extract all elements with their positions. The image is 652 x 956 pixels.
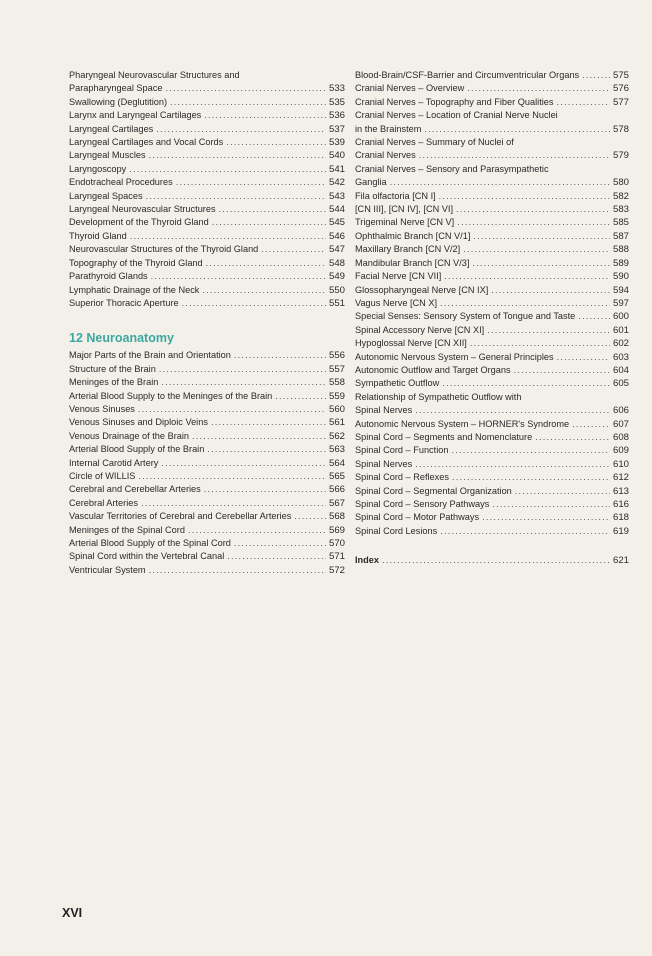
toc-entry[interactable] xyxy=(69,349,345,362)
leader-dots xyxy=(227,550,326,563)
toc-entry[interactable] xyxy=(69,470,345,483)
toc-entry[interactable] xyxy=(355,377,629,390)
toc-entry-title: Spinal Cord – Motor Pathways xyxy=(355,512,480,523)
toc-entry-page: 561 xyxy=(328,417,345,429)
toc-entry-title: Thyroid Gland xyxy=(69,230,127,241)
toc-list-neuroanatomy xyxy=(69,349,345,577)
toc-entry[interactable] xyxy=(69,483,345,496)
toc-entry[interactable] xyxy=(69,363,345,376)
toc-entry-page: 539 xyxy=(328,137,345,149)
toc-entry[interactable] xyxy=(355,511,629,524)
leader-dots xyxy=(206,257,326,270)
toc-entry-page: 564 xyxy=(328,457,345,469)
section-title-neuroanatomy: 12 Neuroanatomy xyxy=(69,331,174,346)
toc-entry-page: 604 xyxy=(612,364,629,376)
toc-entry-title: Lymphatic Drainage of the Neck xyxy=(69,284,200,295)
leader-dots xyxy=(156,123,326,136)
leader-dots xyxy=(159,363,326,376)
toc-entry[interactable] xyxy=(69,96,345,109)
leader-dots xyxy=(456,203,610,216)
toc-entry[interactable] xyxy=(355,257,629,270)
toc-entry-title: Autonomic Nervous System – HORNER's Syndrome xyxy=(355,418,570,429)
toc-entry-page: 571 xyxy=(328,551,345,563)
toc-entry-page: 556 xyxy=(328,350,345,362)
toc-entry[interactable] xyxy=(69,510,345,523)
page-number: XVI xyxy=(62,906,83,920)
toc-entry-page: 541 xyxy=(328,163,345,175)
toc-right-column xyxy=(355,69,629,568)
leader-dots xyxy=(572,418,610,431)
toc-entry-page: 537 xyxy=(328,123,345,135)
leader-dots xyxy=(557,351,610,364)
toc-entry-title: Maxillary Branch [CN V/2] xyxy=(355,244,461,255)
toc-entry-page: 583 xyxy=(612,204,629,216)
toc-entry-page: 619 xyxy=(612,525,629,537)
toc-entry-title: Spinal Cord – Sensory Pathways xyxy=(355,499,490,509)
toc-entry-title: Spinal Cord – Segmental Organization xyxy=(355,485,512,496)
toc-entry-title: Cranial Nerves – Sensory and Parasympathetic xyxy=(355,163,549,174)
toc-entry[interactable] xyxy=(355,310,629,323)
toc-entry[interactable] xyxy=(69,284,345,297)
toc-entry[interactable] xyxy=(69,497,345,510)
toc-entry-title: Index xyxy=(355,555,379,566)
toc-entry-title: Swallowing (Deglutition) xyxy=(69,96,168,107)
toc-entry[interactable] xyxy=(69,403,345,416)
toc-entry-page: 551 xyxy=(328,297,345,309)
toc-entry[interactable] xyxy=(355,525,629,538)
toc-entry-title: Major Parts of the Brain and Orientation xyxy=(69,350,231,361)
leader-dots xyxy=(451,444,610,457)
leader-dots xyxy=(457,216,610,229)
toc-entry-title: Mandibular Branch [CN V/3] xyxy=(355,257,470,268)
leader-dots xyxy=(473,230,610,243)
toc-entry-page: 607 xyxy=(612,418,629,430)
toc-entry-page: 600 xyxy=(612,311,629,323)
toc-entry[interactable] xyxy=(69,69,345,96)
toc-entry-title: Ophthalmic Branch [CN V/1] xyxy=(355,230,471,241)
leader-dots xyxy=(390,176,610,189)
toc-entry-title: Parapharyngeal Space xyxy=(69,83,163,94)
leader-dots xyxy=(535,431,610,444)
toc-entry-title: Cranial Nerves – Topography and Fiber Qualities xyxy=(355,96,554,107)
toc-entry-page: 567 xyxy=(328,497,345,509)
toc-entry-title: Vagus Nerve [CN X] xyxy=(355,297,438,308)
toc-entry-title: Laryngeal Muscles xyxy=(69,150,146,161)
toc-entry-title: Spinal Cord – Function xyxy=(355,445,449,456)
toc-entry[interactable] xyxy=(355,230,629,243)
toc-entry[interactable] xyxy=(69,109,345,122)
toc-entry-title: Spinal Cord within the Vertebral Canal xyxy=(69,551,225,562)
leader-dots xyxy=(129,163,326,176)
leader-dots xyxy=(472,257,610,270)
toc-entry[interactable] xyxy=(69,190,345,203)
toc-entry-page: 621 xyxy=(612,555,629,567)
toc-entry[interactable] xyxy=(355,351,629,364)
leader-dots xyxy=(482,511,610,524)
leader-dots xyxy=(211,416,326,429)
leader-dots xyxy=(491,284,610,297)
leader-dots xyxy=(440,525,610,538)
toc-entry[interactable] xyxy=(355,270,629,283)
toc-entry-page: 546 xyxy=(328,230,345,242)
toc-entry[interactable] xyxy=(69,176,345,189)
toc-entry[interactable] xyxy=(69,163,345,176)
leader-dots xyxy=(161,457,326,470)
leader-dots xyxy=(202,284,326,297)
toc-entry[interactable] xyxy=(69,270,345,283)
toc-entry-page: 557 xyxy=(328,363,345,375)
toc-entry-page: 542 xyxy=(328,177,345,189)
toc-entry-title: Facial Nerve [CN VII] xyxy=(355,271,442,282)
leader-dots xyxy=(192,430,326,443)
leader-dots xyxy=(149,149,326,162)
toc-entry[interactable] xyxy=(69,136,345,149)
toc-entry-page: 602 xyxy=(612,338,629,350)
toc-entry-title: Development of the Thyroid Gland xyxy=(69,217,209,228)
toc-entry-title: Spinal Nerves xyxy=(355,458,413,469)
toc-entry[interactable] xyxy=(355,243,629,256)
toc-entry[interactable] xyxy=(355,216,629,229)
toc-entry-page: 536 xyxy=(328,110,345,122)
toc-entry[interactable] xyxy=(69,230,345,243)
toc-entry-page: 543 xyxy=(328,190,345,202)
toc-entry[interactable] xyxy=(69,550,345,563)
toc-entry[interactable] xyxy=(69,216,345,229)
toc-entry-title: Blood-Brain/CSF-Barrier and Circumventricular Organs xyxy=(355,70,580,80)
toc-entry[interactable] xyxy=(69,123,345,136)
toc-entry-title: Arterial Blood Supply of the Brain xyxy=(69,444,205,455)
toc-entry[interactable] xyxy=(355,431,629,444)
toc-entry-title: Laryngoscopy xyxy=(69,163,127,174)
leader-dots xyxy=(234,537,326,550)
toc-list-head-neck xyxy=(69,69,345,310)
toc-entry[interactable] xyxy=(355,203,629,216)
toc-entry[interactable] xyxy=(69,443,345,456)
leader-dots xyxy=(382,554,610,567)
toc-list-neuroanatomy-continued xyxy=(355,69,629,538)
toc-entry-title: Laryngeal Cartilages xyxy=(69,123,154,134)
toc-entry-title: Special Senses: Sensory System of Tongue and Taste xyxy=(355,311,576,322)
toc-entry-page: 545 xyxy=(328,217,345,229)
toc-entry-title: Cranial Nerves xyxy=(355,150,416,161)
leader-dots xyxy=(176,176,326,189)
toc-entry-page: 544 xyxy=(328,204,345,216)
toc-entry-page: 576 xyxy=(612,83,629,95)
toc-entry-page: 580 xyxy=(612,177,629,189)
toc-entry[interactable] xyxy=(69,376,345,389)
toc-entry[interactable] xyxy=(355,82,629,95)
toc-entry-page: 562 xyxy=(328,430,345,442)
toc-entry-title: Cranial Nerves – Summary of Nuclei of xyxy=(355,137,514,148)
toc-entry-page: 610 xyxy=(612,458,629,470)
toc-entry-title: Meninges of the Spinal Cord xyxy=(69,524,185,535)
toc-entry-title: Fila olfactoria [CN I] xyxy=(355,190,436,201)
toc-entry-title: Superior Thoracic Aperture xyxy=(69,297,179,308)
leader-dots xyxy=(138,403,326,416)
leader-dots xyxy=(415,458,610,471)
leader-dots xyxy=(467,82,610,95)
toc-entry[interactable] xyxy=(355,163,629,190)
leader-dots xyxy=(444,270,610,283)
leader-dots xyxy=(452,471,610,484)
toc-entry-title: Hypoglossal Nerve [CN XII] xyxy=(355,338,467,349)
leader-dots xyxy=(424,123,610,136)
toc-entry-page: 566 xyxy=(328,484,345,496)
toc-entry-title: Ventricular System xyxy=(69,564,146,575)
toc-entry-page: 606 xyxy=(612,405,629,417)
toc-entry-title: Parathyroid Glands xyxy=(69,271,148,282)
leader-dots xyxy=(487,324,610,337)
leader-dots xyxy=(226,136,326,149)
toc-entry-page: 597 xyxy=(612,297,629,309)
toc-entry[interactable] xyxy=(69,203,345,216)
toc-entry[interactable] xyxy=(355,498,629,511)
toc-entry-title: Arterial Blood Supply to the Meninges of the Brain xyxy=(69,390,273,401)
toc-entry[interactable] xyxy=(355,471,629,484)
toc-entry-title: Spinal Accessory Nerve [CN XI] xyxy=(355,324,485,335)
toc-entry[interactable] xyxy=(355,364,629,377)
leader-dots xyxy=(440,297,610,310)
toc-entry[interactable] xyxy=(69,243,345,256)
toc-entry-title: Venous Drainage of the Brain xyxy=(69,430,190,441)
toc-entry[interactable] xyxy=(355,485,629,498)
toc-entry[interactable] xyxy=(69,390,345,403)
toc-entry-page: 565 xyxy=(328,470,345,482)
toc-entry-title: Neurovascular Structures of the Thyroid Gland xyxy=(69,244,259,255)
leader-dots xyxy=(130,230,326,243)
toc-entry-title: Circle of WILLIS xyxy=(69,470,136,481)
toc-entry[interactable] xyxy=(69,416,345,429)
leader-dots xyxy=(138,470,326,483)
toc-entry-page: 549 xyxy=(328,271,345,283)
leader-dots xyxy=(582,69,610,82)
toc-entry-title: Topography of the Thyroid Gland xyxy=(69,257,203,268)
leader-dots xyxy=(170,96,326,109)
toc-entry[interactable] xyxy=(355,69,629,82)
leader-dots xyxy=(188,524,326,537)
toc-entry[interactable] xyxy=(355,284,629,297)
toc-entry-title: Laryngeal Neurovascular Structures xyxy=(69,204,216,215)
leader-dots xyxy=(419,149,610,162)
leader-dots xyxy=(182,297,326,310)
toc-entry[interactable] xyxy=(69,297,345,310)
leader-dots xyxy=(463,243,610,256)
toc-entry-page: 558 xyxy=(328,377,345,389)
toc-entry[interactable] xyxy=(69,564,345,577)
toc-entry-page: 569 xyxy=(328,524,345,536)
toc-entry-title: Laryngeal Cartilages and Vocal Cords xyxy=(69,137,224,148)
toc-entry-page: 550 xyxy=(328,284,345,296)
toc-entry-title: Autonomic Nervous System – General Principles xyxy=(355,351,554,362)
toc-entry[interactable] xyxy=(355,96,629,109)
toc-entry-title: Endotracheal Procedures xyxy=(69,177,173,188)
toc-entry[interactable] xyxy=(355,418,629,431)
toc-entry[interactable] xyxy=(355,458,629,471)
leader-dots xyxy=(204,483,326,496)
toc-entry[interactable] xyxy=(69,257,345,270)
leader-dots xyxy=(149,564,326,577)
toc-entry-page: 605 xyxy=(612,378,629,390)
toc-entry-page: 590 xyxy=(612,271,629,283)
toc-entry-title: Laryngeal Spaces xyxy=(69,190,143,201)
leader-dots xyxy=(439,190,610,203)
toc-entry-title: Cerebral and Cerebellar Arteries xyxy=(69,484,201,495)
toc-entry-title: Vascular Territories of Cerebral and Cerebellar Arteries xyxy=(69,511,292,522)
toc-entry-page: 560 xyxy=(328,403,345,415)
toc-entry-page: 589 xyxy=(612,257,629,269)
toc-entry[interactable] xyxy=(355,337,629,350)
toc-entry-page: 585 xyxy=(612,217,629,229)
toc-entry-page: 540 xyxy=(328,150,345,162)
toc-entry[interactable] xyxy=(355,109,629,136)
leader-dots xyxy=(261,243,326,256)
leader-dots xyxy=(234,349,326,362)
toc-entry-page: 547 xyxy=(328,244,345,256)
toc-entry-title: Trigeminal Nerve [CN V] xyxy=(355,217,455,228)
toc-entry-title: Arterial Blood Supply of the Spinal Cord xyxy=(69,538,231,548)
toc-entry-title: Venous Sinuses xyxy=(69,403,135,414)
toc-entry-page: 563 xyxy=(328,444,345,456)
leader-dots xyxy=(207,443,326,456)
toc-entry-page: 579 xyxy=(612,150,629,162)
toc-entry-title: Spinal Nerves xyxy=(355,405,413,416)
leader-dots xyxy=(141,497,326,510)
toc-entry[interactable] xyxy=(355,190,629,203)
toc-entry-page: 570 xyxy=(328,538,345,549)
toc-entry-title: Spinal Cord – Segments and Nomenclature xyxy=(355,431,533,442)
toc-entry-page: 577 xyxy=(612,96,629,108)
toc-entry-title: Relationship of Sympathetic Outflow with xyxy=(355,391,522,402)
toc-entry-title: Cranial Nerves – Overview xyxy=(355,83,465,94)
toc-entry-title: Meninges of the Brain xyxy=(69,377,159,388)
toc-entry-title: Spinal Cord – Reflexes xyxy=(355,472,449,483)
toc-entry-title: Ganglia xyxy=(355,177,387,188)
leader-dots xyxy=(151,270,326,283)
toc-entry-title: Cerebral Arteries xyxy=(69,497,138,508)
toc-entry-page: 609 xyxy=(612,445,629,457)
leader-dots xyxy=(442,377,610,390)
toc-entry-page: 608 xyxy=(612,431,629,443)
toc-entry-title: Structure of the Brain xyxy=(69,363,156,374)
toc-entry-page: 533 xyxy=(328,83,345,95)
leader-dots xyxy=(515,485,610,498)
toc-entry-page: 568 xyxy=(328,511,345,523)
toc-entry-title: Larynx and Laryngeal Cartilages xyxy=(69,110,202,121)
leader-dots xyxy=(146,190,326,203)
toc-entry-title: [CN III], [CN IV], [CN VI] xyxy=(355,204,454,215)
toc-entry[interactable] xyxy=(355,444,629,457)
toc-entry-page: 618 xyxy=(612,512,629,524)
toc-entry-title: in the Brainstem xyxy=(355,123,422,134)
leader-dots xyxy=(219,203,326,216)
leader-dots xyxy=(275,390,326,403)
toc-entry[interactable] xyxy=(69,430,345,443)
toc-entry-title: Pharyngeal Neurovascular Structures and xyxy=(69,70,240,80)
toc-entry-page: 594 xyxy=(612,284,629,296)
toc-entry-page: 559 xyxy=(328,390,345,402)
leader-dots xyxy=(161,376,326,389)
toc-entry[interactable] xyxy=(355,324,629,337)
leader-dots xyxy=(514,364,610,377)
toc-entry-page: 613 xyxy=(612,485,629,497)
toc-entry[interactable] xyxy=(355,391,629,418)
toc-entry-page: 587 xyxy=(612,230,629,242)
toc-entry-title: Spinal Cord Lesions xyxy=(355,525,438,536)
leader-dots xyxy=(492,498,610,511)
toc-entry-page: 575 xyxy=(612,70,629,81)
toc-entry-title: Sympathetic Outflow xyxy=(355,378,440,389)
toc-entry-page: 588 xyxy=(612,244,629,256)
toc-entry[interactable] xyxy=(355,297,629,310)
toc-entry[interactable] xyxy=(355,136,629,163)
toc-entry-page: 535 xyxy=(328,96,345,108)
toc-entry-index[interactable] xyxy=(355,554,629,567)
toc-entry-page: 603 xyxy=(612,351,629,363)
leader-dots xyxy=(415,404,610,417)
toc-entry-page: 612 xyxy=(612,472,629,484)
toc-entry-page: 582 xyxy=(612,190,629,202)
toc-entry-title: Cranial Nerves – Location of Cranial Nerve Nuclei xyxy=(355,110,558,121)
leader-dots xyxy=(470,337,610,350)
toc-entry[interactable] xyxy=(69,457,345,470)
toc-left-column xyxy=(69,69,345,577)
toc-entry[interactable] xyxy=(69,537,345,550)
leader-dots xyxy=(212,216,326,229)
toc-entry-title: Autonomic Outflow and Target Organs xyxy=(355,364,511,375)
toc-entry-page: 548 xyxy=(328,257,345,269)
leader-dots xyxy=(578,310,610,323)
leader-dots xyxy=(557,96,610,109)
toc-entry-title: Internal Carotid Artery xyxy=(69,457,159,468)
leader-dots xyxy=(294,510,326,523)
toc-entry[interactable] xyxy=(69,524,345,537)
leader-dots xyxy=(204,109,326,122)
toc-entry-page: 572 xyxy=(328,564,345,576)
toc-entry-page: 578 xyxy=(612,123,629,135)
toc-entry-page: 616 xyxy=(612,499,629,510)
toc-entry-title: Venous Sinuses and Diploic Veins xyxy=(69,417,208,428)
toc-entry-title: Glossopharyngeal Nerve [CN IX] xyxy=(355,284,489,295)
toc-entry[interactable] xyxy=(69,149,345,162)
leader-dots xyxy=(165,82,326,95)
toc-entry-page: 601 xyxy=(612,324,629,336)
